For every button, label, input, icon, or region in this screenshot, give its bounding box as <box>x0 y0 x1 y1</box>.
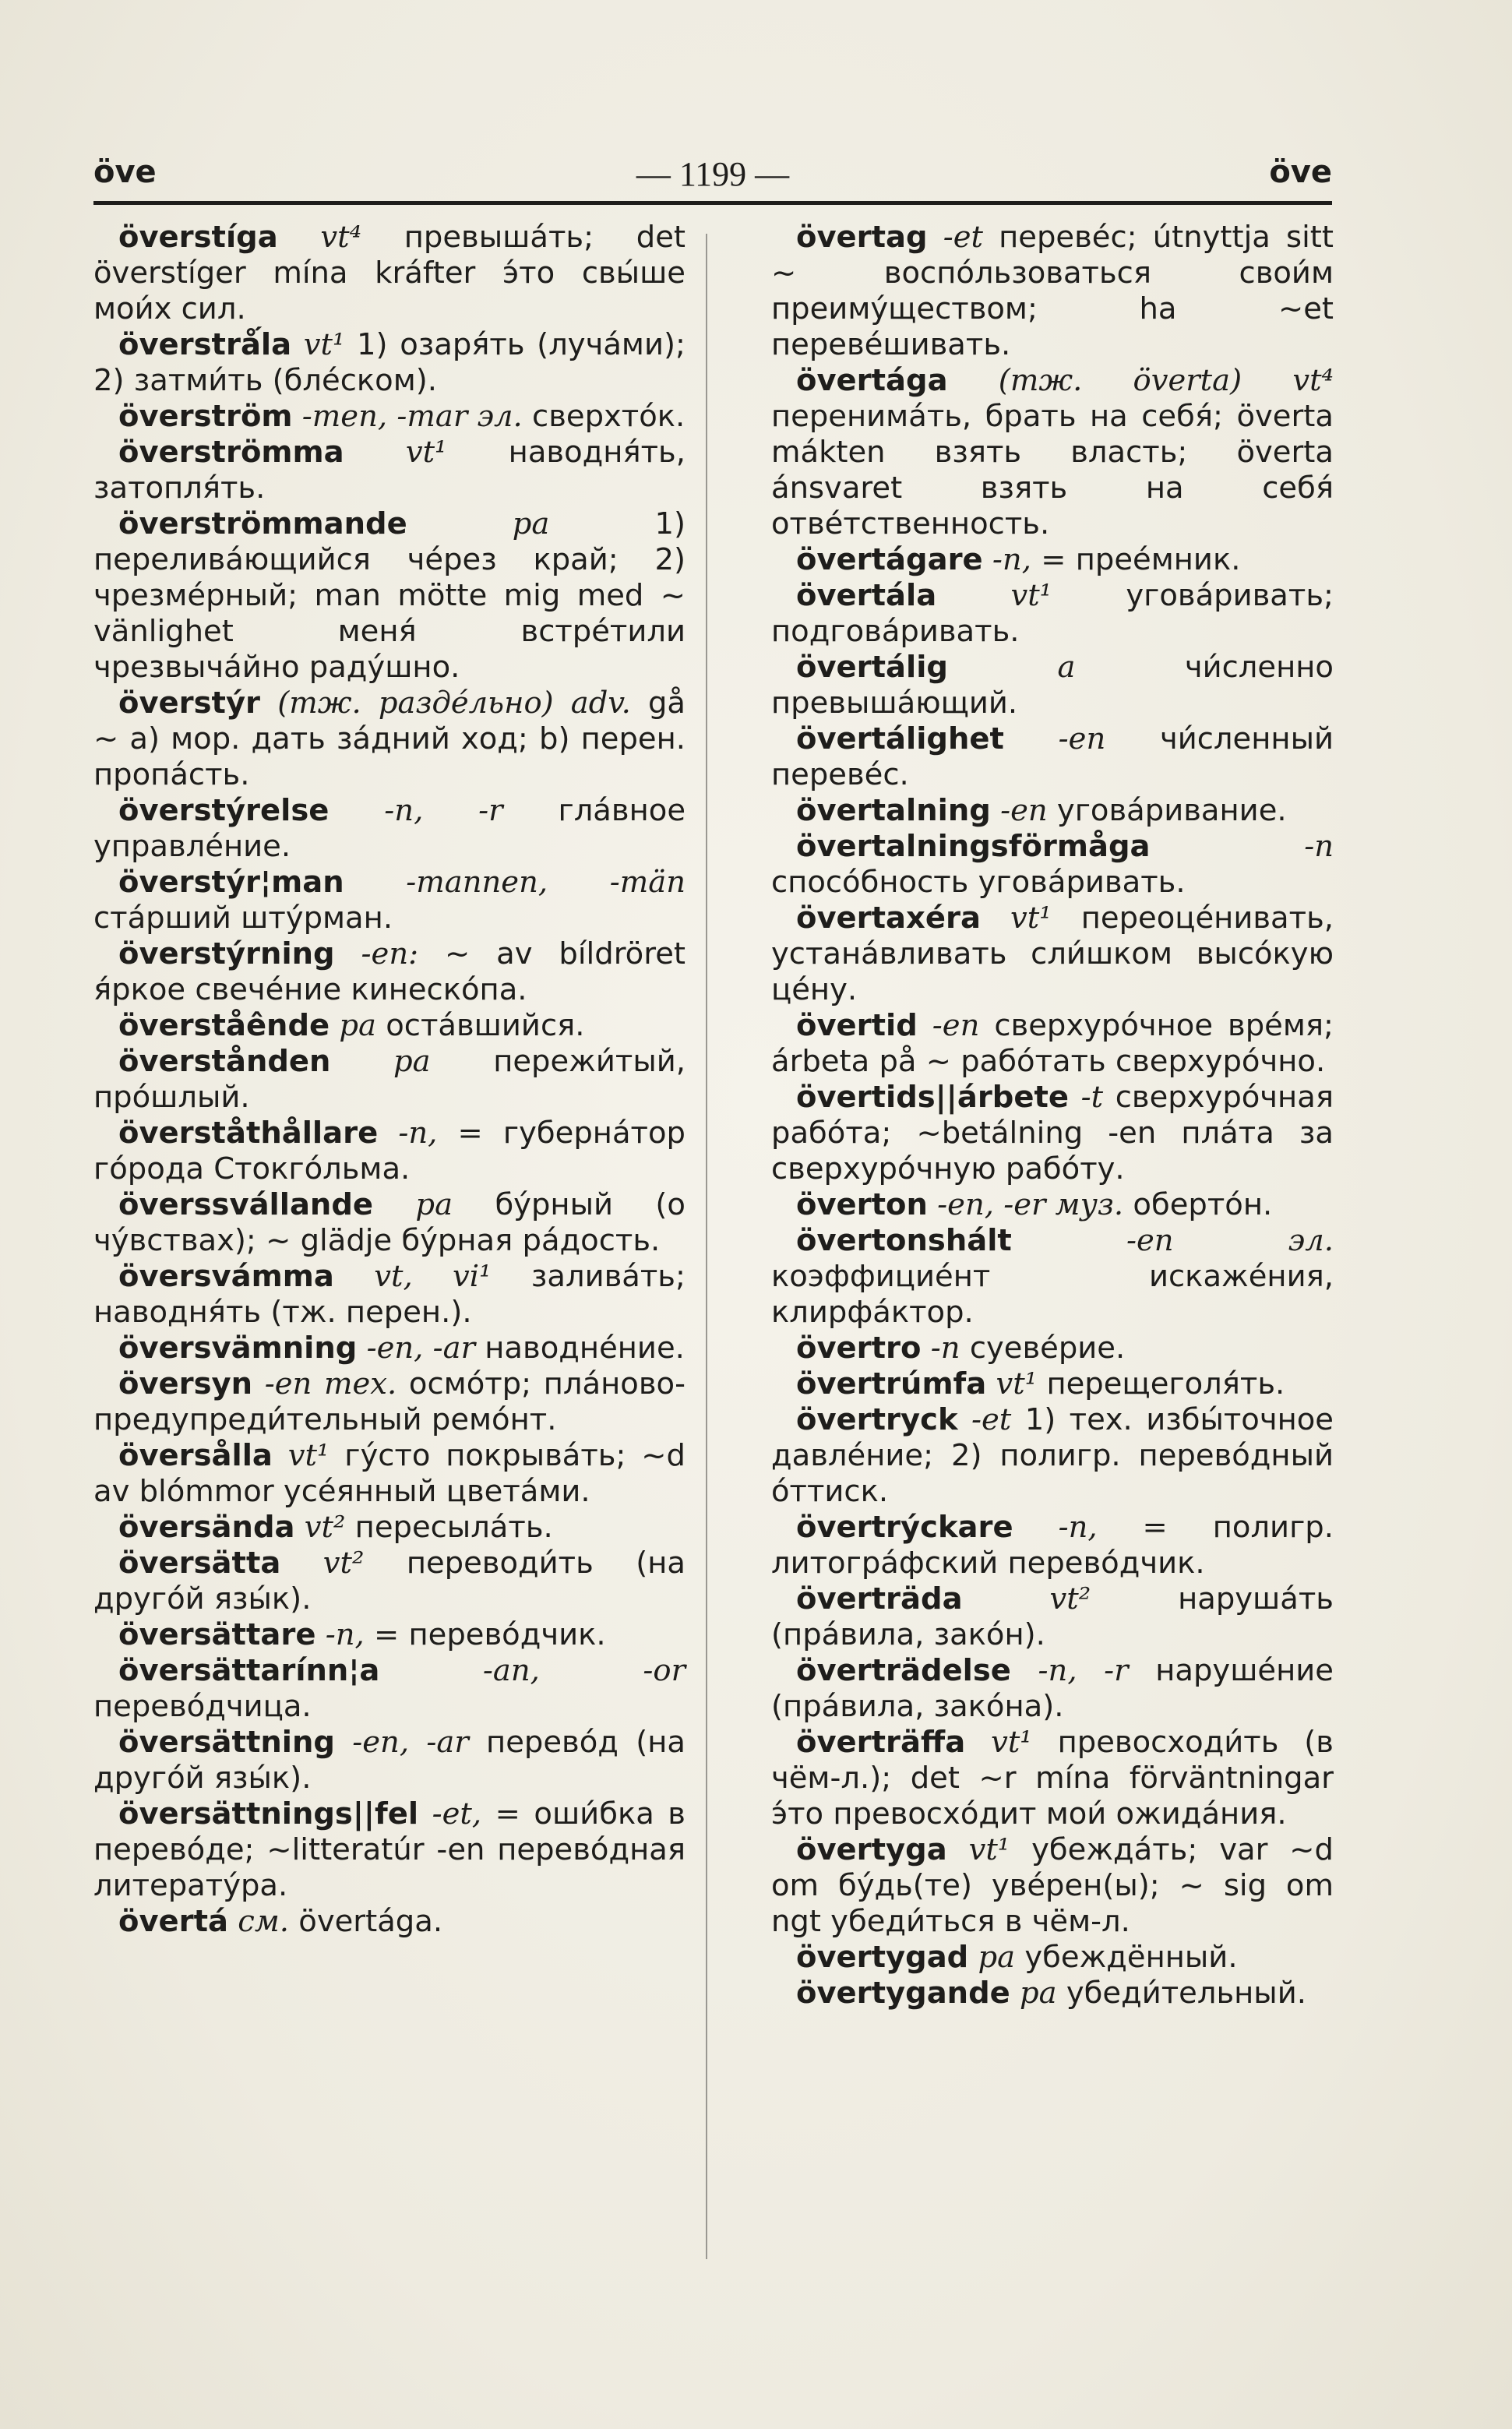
grammar-label: vt² <box>304 1510 346 1545</box>
dictionary-entry <box>93 1904 686 1940</box>
grammar-label: -en, -ar <box>366 1331 476 1366</box>
grammar-label: -n, = <box>992 542 1066 577</box>
dictionary-entry <box>771 1331 1334 1366</box>
headword: överströmma <box>118 435 344 470</box>
headword: övertálighet <box>796 721 1004 756</box>
dictionary-entry <box>771 721 1334 793</box>
guide-word-left: öve <box>93 154 157 190</box>
headword: överstånden <box>118 1044 331 1079</box>
headword: överståthållare <box>118 1116 379 1151</box>
dictionary-entry <box>771 1510 1334 1581</box>
column-divider <box>706 234 707 2259</box>
dictionary-entry <box>93 220 686 327</box>
headword: överträffa <box>796 1725 966 1760</box>
translation: 1) тех. избы́точное давлéние; 2) полигр. перевóдный óттиск. <box>771 1402 1334 1509</box>
dictionary-entry <box>771 1653 1334 1725</box>
dictionary-entry <box>93 1653 686 1725</box>
dictionary-entry <box>771 1366 1334 1402</box>
headword: översvämning <box>118 1331 358 1366</box>
headword: överton <box>796 1187 928 1222</box>
headword: övertrúmfa <box>796 1366 987 1401</box>
headword: övertryck <box>796 1402 958 1437</box>
dictionary-entry <box>93 1187 686 1259</box>
headword: övertá <box>118 1904 229 1939</box>
grammar-label: -et <box>943 220 983 255</box>
dictionary-entry <box>93 1617 686 1653</box>
headword: övertid <box>796 1008 918 1043</box>
grammar-label: -en <box>1058 721 1106 756</box>
grammar-label: -an, -or <box>482 1653 686 1688</box>
translation: 1) озаря́ть (лучáми); 2) затми́ть (блéском). <box>93 327 686 398</box>
grammar-label: -en эл. <box>1126 1223 1334 1258</box>
translation: суевéрие. <box>969 1331 1126 1366</box>
translation: перещеголя́ть. <box>1046 1366 1285 1401</box>
translation: спосóбность уговáривать. <box>771 865 1186 900</box>
headword: översättnings||fel <box>118 1796 419 1831</box>
dictionary-entry <box>771 1187 1334 1223</box>
translation: наводнéние. <box>485 1331 685 1366</box>
dictionary-entry <box>93 1116 686 1187</box>
headword: övertids||árbete <box>796 1080 1069 1115</box>
grammar-label: -men, -mar эл. <box>301 399 523 434</box>
grammar-label: -n, = <box>398 1116 483 1151</box>
translation: убеждáть; var ~d om бýдь(те) увéрен(ы); ~ sig om ngt убеди́ться в чём-л. <box>771 1832 1334 1939</box>
translation: губернáтор гóрода Стокгóльма. <box>93 1116 686 1186</box>
grammar-label: pa <box>978 1940 1016 1975</box>
grammar-label: pa <box>512 506 550 541</box>
translation: перевóдчица. <box>93 1689 312 1724</box>
headword: överstýr <box>118 686 261 721</box>
translation: сверхтóк. <box>532 399 686 434</box>
dictionary-entry <box>771 793 1334 829</box>
headword: övertaxéra <box>796 901 981 936</box>
translation: сверхурóчная рабóта; ~betálning -en плáта за сверхурóчную рабóту. <box>771 1080 1334 1186</box>
grammar-label: vt¹ <box>303 327 345 362</box>
grammar-label: -et <box>971 1402 1012 1437</box>
dictionary-entry <box>771 1725 1334 1832</box>
grammar-label: -en тех. <box>264 1366 397 1401</box>
translation: остáвшийся. <box>386 1008 585 1043</box>
grammar-label: pa <box>393 1044 431 1079</box>
grammar-label: vt¹ <box>1010 578 1052 613</box>
grammar-label: vt⁴ <box>320 220 362 255</box>
translation: перенимáть, брать на себя́; överta mákten взять власть; överta ánsvaret взять на себя́ отвéтственность. <box>771 399 1334 541</box>
dictionary-entry <box>771 901 1334 1008</box>
headword: övertála <box>796 578 937 613</box>
headword: översättning <box>118 1725 335 1760</box>
grammar-label: vt¹ <box>968 1832 1010 1867</box>
translation: переводи́ть (на другóй язы́к). <box>93 1546 686 1616</box>
translation: сверхурóчное врéмя; árbeta på ~ рабóтать сверхурóчно. <box>771 1008 1334 1079</box>
grammar-label: -n <box>1304 829 1334 864</box>
translation: убеди́тельный. <box>1066 1976 1306 2011</box>
headword: övertyga <box>796 1832 947 1867</box>
headword: överssvállande <box>118 1187 374 1222</box>
headword: översyn <box>118 1366 253 1401</box>
dictionary-entry <box>93 1008 686 1044</box>
grammar-label: -en <box>932 1008 980 1043</box>
translation: пережи́тый, прóшлый. <box>93 1044 686 1115</box>
dictionary-entry <box>93 506 686 686</box>
dictionary-entry <box>771 829 1334 901</box>
headword: översålla <box>118 1438 273 1473</box>
headword: översätta <box>118 1546 281 1581</box>
guide-word-right: öve <box>1269 154 1332 190</box>
headword: överstrǻla <box>118 327 292 362</box>
headword: översättare <box>118 1617 316 1652</box>
headword: överstíga <box>118 220 278 255</box>
dictionary-entry <box>93 327 686 399</box>
headword: överståênde <box>118 1008 330 1043</box>
dictionary-entry <box>93 1044 686 1116</box>
dictionary-entry <box>771 1581 1334 1653</box>
headword: överströmmande <box>118 506 407 541</box>
dictionary-entry <box>771 1832 1334 1940</box>
grammar-label: vt¹ <box>996 1366 1038 1401</box>
left-column <box>93 220 686 1940</box>
grammar-label: vt¹ <box>287 1438 330 1473</box>
dictionary-entry <box>771 1080 1334 1187</box>
grammar-label: vt, vi¹ <box>374 1259 492 1294</box>
grammar-label: -en <box>1000 793 1048 828</box>
dictionary-entry <box>93 1796 686 1904</box>
translation: оши́бка в перевóде; ~litteratúr -en перевóдная литератýра. <box>93 1796 686 1903</box>
grammar-label: -n, -r <box>1038 1653 1129 1688</box>
headword: överstýrning <box>118 936 335 971</box>
headword: översvámma <box>118 1259 334 1294</box>
translation: чи́сленно превышáющий. <box>771 650 1334 721</box>
translation: убеждённый. <box>1024 1940 1238 1975</box>
translation: уговáривание. <box>1056 793 1287 828</box>
grammar-label: -et, = <box>432 1796 520 1831</box>
dictionary-entry <box>93 793 686 865</box>
translation: гýсто покрывáть; ~d av blómmor усéянный цветáми. <box>93 1438 686 1509</box>
grammar-label: vt² <box>1049 1581 1091 1616</box>
dictionary-entry <box>93 1259 686 1331</box>
grammar-label: pa <box>415 1187 453 1222</box>
grammar-label: vt¹ <box>991 1725 1032 1760</box>
headword: övertága <box>796 363 948 398</box>
translation: коэффициéнт искажéния, клирфáктор. <box>771 1259 1334 1330</box>
dictionary-entry <box>93 1438 686 1510</box>
headword: övertalning <box>796 793 991 828</box>
dictionary-entry <box>93 1366 686 1438</box>
translation: gå ~ а) мор. дать зáдний ход; b) перен. пропáсть. <box>93 686 686 792</box>
grammar-label: -en, -er муз. <box>937 1187 1124 1222</box>
grammar-label: pa <box>1020 1976 1057 2011</box>
translation: бýрный (о чýвствах); ~ glädje бýрная рáдость. <box>93 1187 686 1258</box>
translation: övertága. <box>298 1904 443 1939</box>
headword: översända <box>118 1510 295 1545</box>
translation: чи́сленный перевéс. <box>771 721 1334 792</box>
dictionary-entry <box>93 1510 686 1546</box>
translation: нарушéние (прáвила, закóна). <box>771 1653 1334 1724</box>
grammar-label: -n, = <box>325 1617 400 1652</box>
dictionary-entry <box>93 686 686 793</box>
headword: övertágare <box>796 542 983 577</box>
translation: перевóдчик. <box>408 1617 606 1652</box>
page-header <box>93 154 1332 201</box>
page-number: — 1199 — <box>636 155 790 193</box>
translation: пересылáть. <box>354 1510 553 1545</box>
grammar-label: -n, = <box>1058 1510 1168 1545</box>
dictionary-entry <box>771 363 1334 542</box>
dictionary-entry <box>771 1402 1334 1510</box>
translation: перевéс; útnyttja sitt ~ воспóльзоваться свои́м преимýществом; ha ~et перевéшивать. <box>771 220 1334 362</box>
translation: преéмник. <box>1075 542 1241 577</box>
dictionary-entry <box>93 399 686 435</box>
dictionary-entry <box>771 1940 1334 1976</box>
translation: переоцéнивать, устанáвливать сли́шком высóкую цéну. <box>771 901 1334 1007</box>
translation: превосходи́ть (в чём-л.); det ~r mína förväntningar э́то превосхóдит мои́ ожидáния. <box>771 1725 1334 1831</box>
headword: övertygad <box>796 1940 969 1975</box>
headword: överträda <box>796 1581 963 1616</box>
dictionary-entry <box>771 1223 1334 1331</box>
translation: превышáть; det överstíger mína kráfter э́то свы́ше мои́х сил. <box>93 220 686 326</box>
headword: övertrýckare <box>796 1510 1013 1545</box>
dictionary-entry <box>771 1976 1334 2011</box>
dictionary-entry <box>771 220 1334 363</box>
grammar-label: -mannen, -män <box>406 865 686 900</box>
headword: överstýrelse <box>118 793 330 828</box>
headword: överstýr¦man <box>118 865 344 900</box>
headword: övertonshált <box>796 1223 1012 1258</box>
headword: övertro <box>796 1331 922 1366</box>
translation: стáрший штýрман. <box>93 901 393 936</box>
dictionary-entry <box>771 542 1334 578</box>
dictionary-entry <box>771 578 1334 650</box>
dictionary-entry <box>93 865 686 936</box>
dictionary-entry <box>93 1546 686 1617</box>
translation: уговáривать; подговáривать. <box>771 578 1334 649</box>
translation: глáвное управлéние. <box>93 793 686 864</box>
headword: överström <box>118 399 293 434</box>
grammar-label: (тж. överta) vt⁴ <box>998 363 1334 398</box>
dictionary-entry <box>771 1008 1334 1080</box>
headword: övertálig <box>796 650 948 685</box>
dictionary-entry <box>93 435 686 506</box>
grammar-label: vt¹ <box>405 435 447 470</box>
grammar-label: -t <box>1080 1080 1104 1115</box>
dictionary-entry <box>93 1725 686 1796</box>
translation: осмóтр; плáново-предупреди́тельный ремóнт. <box>93 1366 686 1437</box>
headword: övertag <box>796 220 928 255</box>
grammar-label: -n, -r <box>384 793 503 828</box>
grammar-label: -en, -ar <box>352 1725 469 1760</box>
translation: 1) переливáющийся чéрез край; 2) чрезмéрный; man mötte mig med ~ vänlighet меня́ встрéтили чрезвычáйно радýшно. <box>93 506 686 685</box>
translation: нарушáть (прáвила, закóн). <box>771 1581 1334 1652</box>
right-column <box>771 220 1334 2011</box>
grammar-label: -en: <box>361 936 419 971</box>
translation: обертóн. <box>1133 1187 1273 1222</box>
headword: överträdelse <box>796 1653 1011 1688</box>
dictionary-entry <box>771 650 1334 721</box>
translation: заливáть; наводня́ть (тж. перен.). <box>93 1259 686 1330</box>
grammar-label: см. <box>238 1904 290 1939</box>
grammar-label: -n <box>930 1331 960 1366</box>
headword: översättarínn¦a <box>118 1653 380 1688</box>
headword: övertygande <box>796 1976 1010 2011</box>
grammar-label: vt¹ <box>1010 901 1052 936</box>
grammar-label: (тж. раздéльно) adv. <box>277 686 631 721</box>
dictionary-entry <box>93 1331 686 1366</box>
grammar-label: vt² <box>322 1546 365 1581</box>
header-rule <box>93 201 1332 205</box>
translation: перевóд (на другóй язы́к). <box>93 1725 686 1796</box>
translation: наводня́ть, затопля́ть. <box>93 435 686 506</box>
grammar-label: a <box>1057 650 1076 685</box>
grammar-label: pa <box>339 1008 376 1043</box>
translation: полигр. литогрáфский перевóдчик. <box>771 1510 1334 1581</box>
translation: ~ av bíldröret я́ркое свечéние кинескóпа. <box>93 936 686 1007</box>
dictionary-entry <box>93 936 686 1008</box>
headword: övertalningsförmåga <box>796 829 1151 864</box>
